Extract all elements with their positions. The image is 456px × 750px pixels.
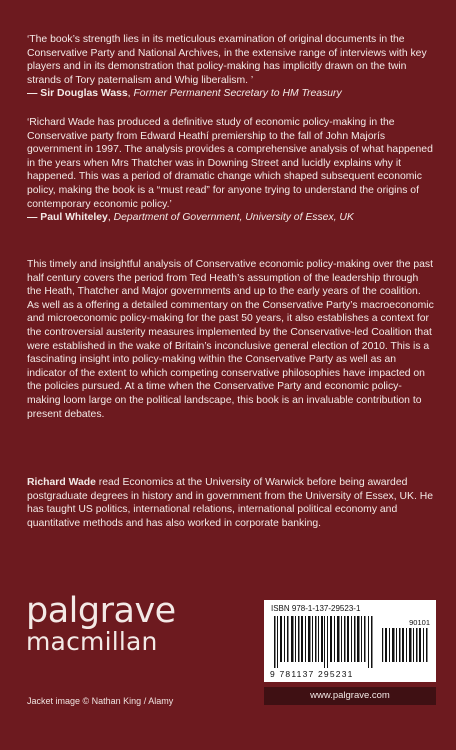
price-code: 90101 [409,618,430,627]
quote-text: ‘The book’s strength lies in its meticulous examination of original documents in the Conservative Party and National Archives, in the extensive range of interviews with key players and in its demonstration that policy-making has implicitly drawn on the twin strands of Tory paternalism and Whig liberalism. ’ [27,34,427,86]
endorsement-quote-2 [27,116,435,225]
isbn-text: ISBN 978-1-137-29523-1 [271,604,361,613]
author-name: Richard Wade [27,477,96,488]
publisher-website: www.palgrave.com [264,687,436,705]
author-bio-text: read Economics at the University of Warwick before being awarded postgraduate degrees in history and in government from the University of Essex, UK. He has taught US politics, international relations, international political economy and quantitative methods and has also worked in corporate banking. [27,477,434,529]
quote-text: ‘Richard Wade has produced a definitive study of economic policy-making in the Conservative party from Edward Heathí premiership to the fall of John Majorís government in 1997. The analysis provides a comprehensive analysis of what happened in the years when Mrs Thatcher was in Downing Street and lucidly explains why it happened. This was a period of dramatic change which shaped subsequent economic policy, making the book is a “must read” for anyone trying to understand the origins of contemporary economic policy.’ [27,117,433,210]
book-description: This timely and insightful analysis of Conservative economic policy-making over the past half century covers the period from Ted Heath’s assumption of the leadership through the Heath, Thatcher and Major governments and up to the early years of the coalition. As well as a offering a detailed commentary on the Conservative Party’s macroeconomic and microeconomic policy-making for the past 50 years, it also establishes a context for the controversial austerity measures implemented by the Conservative-led Coalition that were established in the wake of Britain’s inconclusive general election of 2010. This is a fascinating insight into policy-making within the Conservative Party as well as an indicator of the extent to which competing conservative philosophies have impacted on the policies pursued. At a time when the Conservative Party and economic policy-making loom large on the political landscape, this book is an invaluable contribution to present debates. [27,259,434,420]
isbn-barcode [264,600,436,682]
quote-author-role: Former Permanent Secretary to HM Treasury [133,88,342,100]
quote-author: — Sir Douglas Wass [27,88,128,100]
endorsement-quote-1 [27,33,435,101]
quote-author: — Paul Whiteley [27,212,108,224]
barcode-number: 9 781137 295231 [270,669,354,679]
jacket-image-credit: Jacket image © Nathan King / Alamy [27,696,174,706]
publisher-logo [26,591,176,656]
quote-attribution: — Paul Whiteley, Department of Government, University of Essex, UK [27,212,354,224]
author-bio [27,476,435,530]
publisher-logo-line1: palgrave [26,591,176,631]
quote-attribution: — Sir Douglas Wass, Former Permanent Secretary to HM Treasury [27,88,342,100]
publisher-logo-line2: macmillan [26,627,158,656]
quote-author-role: Department of Government, University of Essex, UK [113,212,354,224]
